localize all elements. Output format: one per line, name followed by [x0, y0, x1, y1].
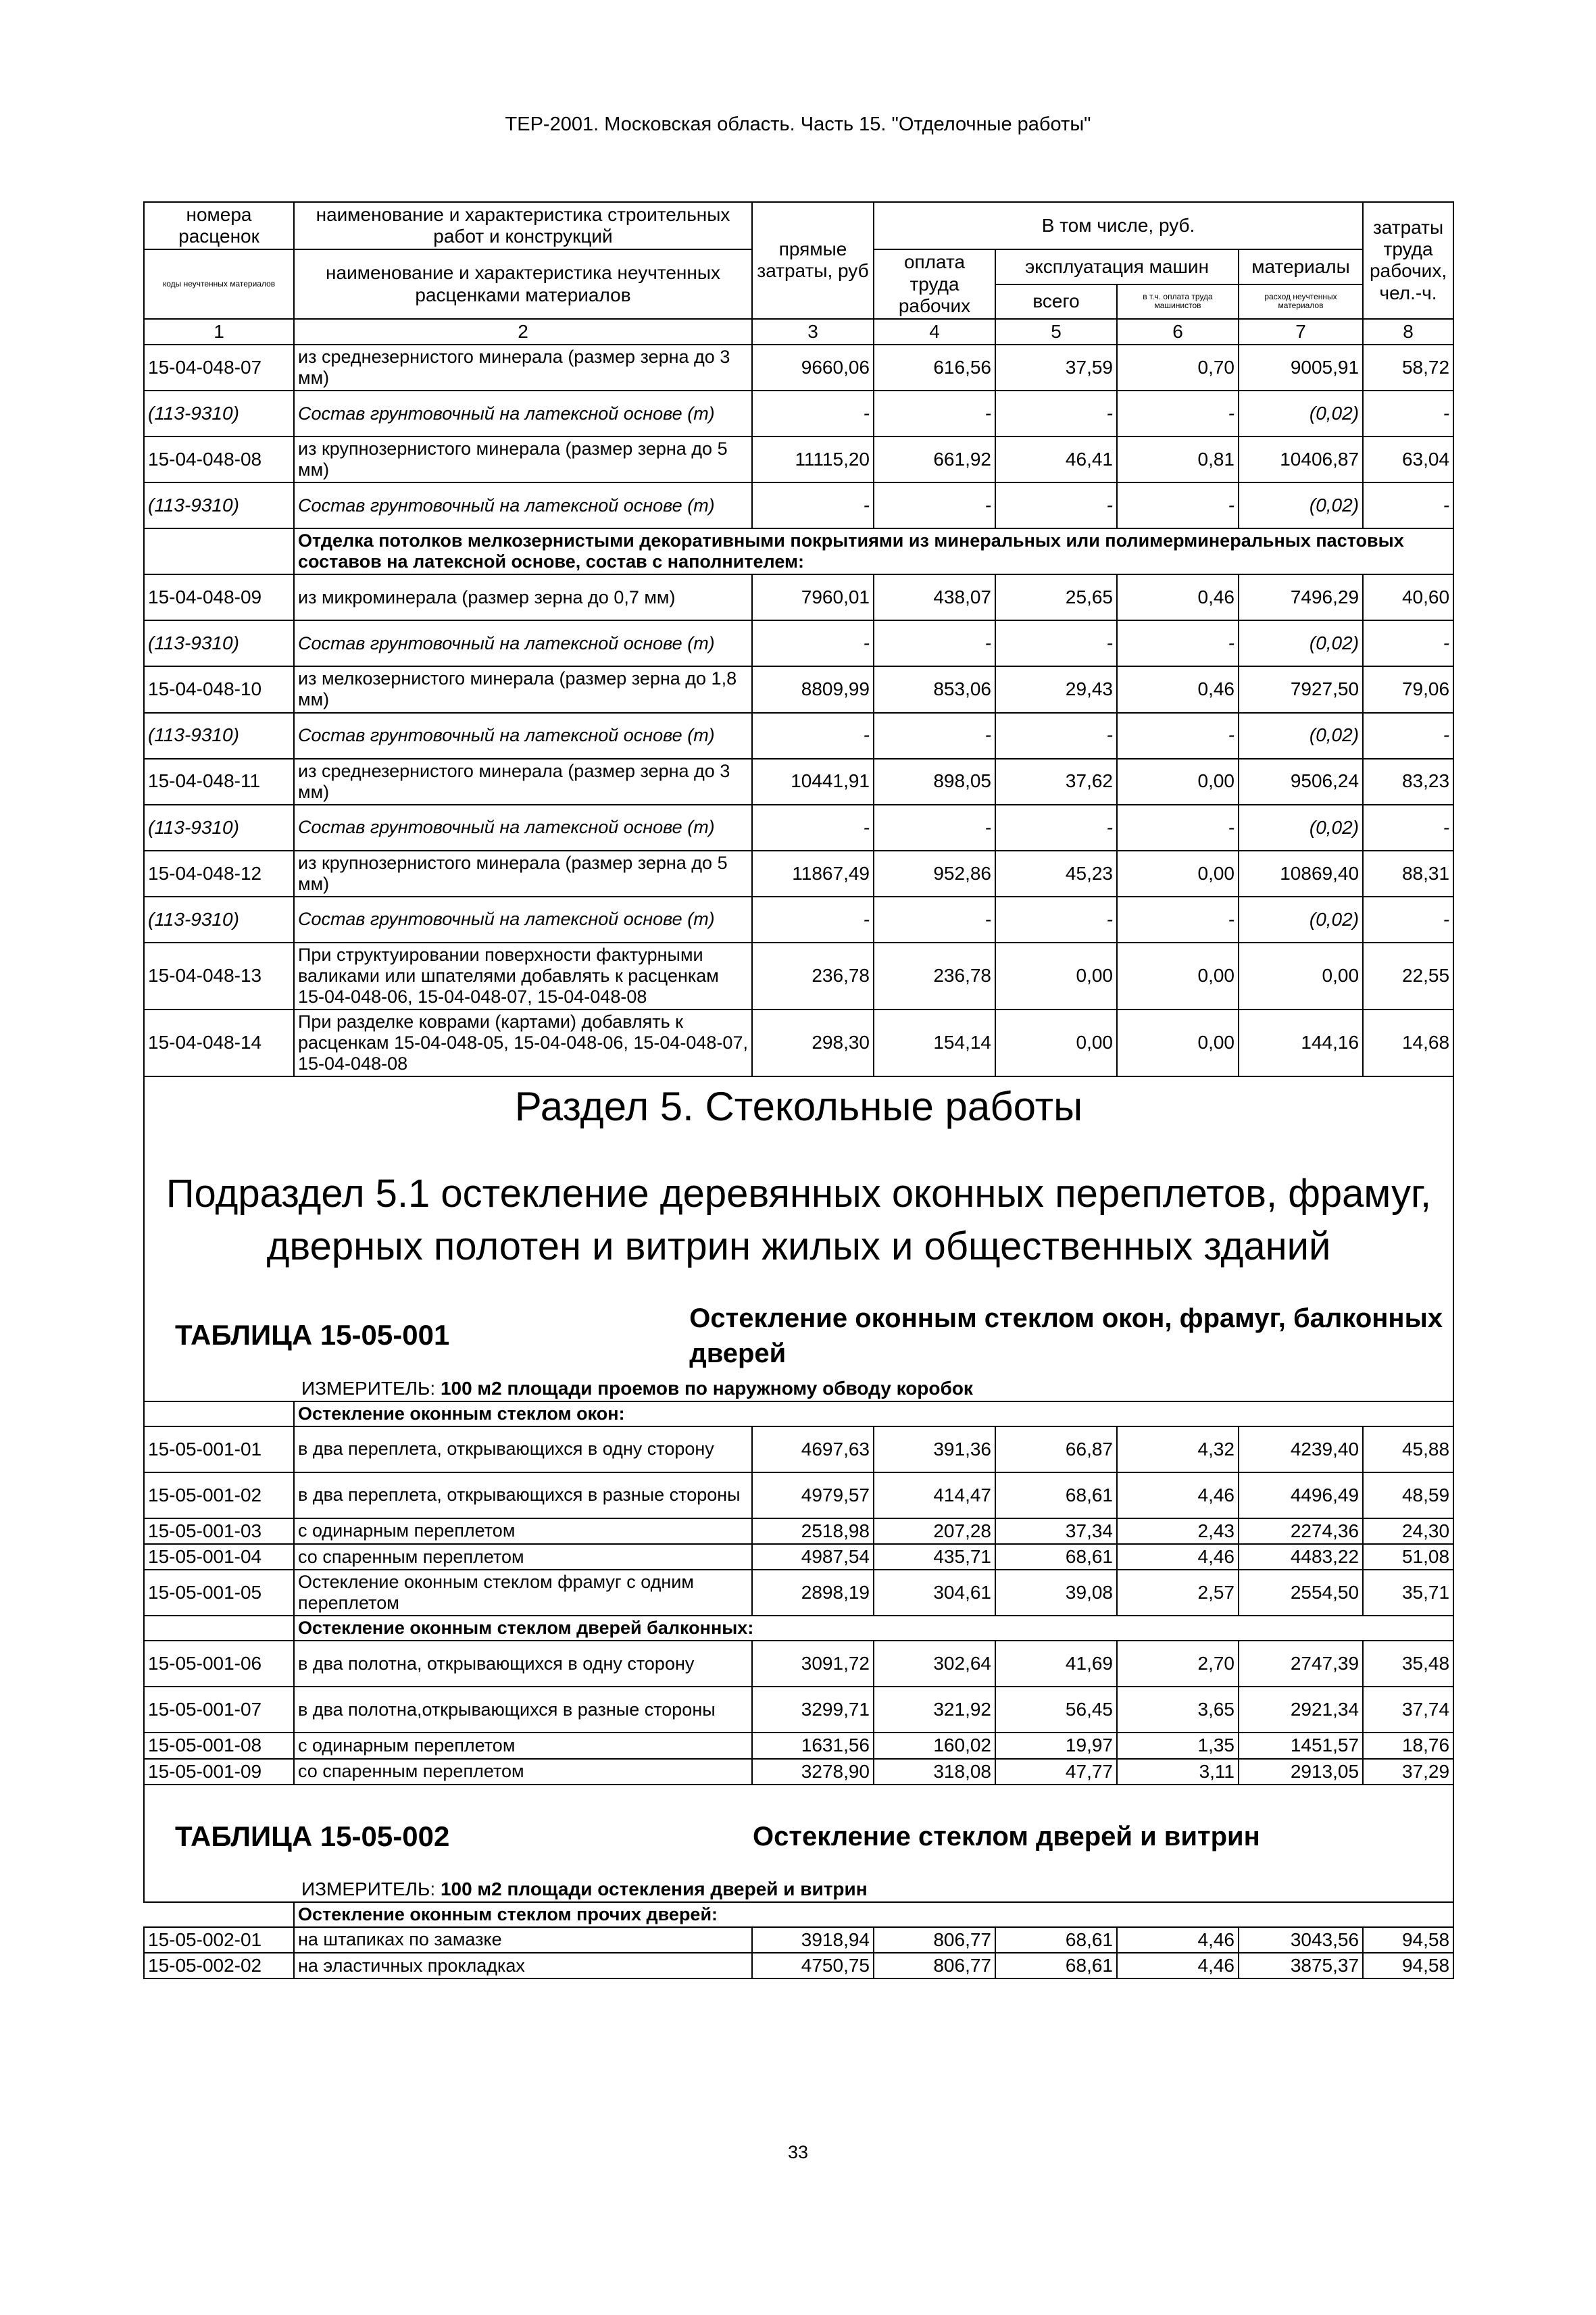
rate-value: - [752, 805, 874, 851]
table-row [144, 897, 1453, 943]
rate-value: - [995, 805, 1117, 851]
col-num: 1 [144, 319, 294, 345]
rate-value: - [1117, 482, 1239, 528]
subsection-title: Подраздел 5.1 остекление деревянных оконных переплетов, фрамуг, дверных полотен и витрин жилых и общественных зданий [166, 1171, 1432, 1269]
rate-code: 15-05-001-09 [144, 1759, 294, 1785]
rate-value: 0,00 [1117, 851, 1239, 897]
table1-rows-2 [144, 1641, 1453, 1784]
col-num: 7 [1239, 319, 1363, 345]
rate-value: 51,08 [1363, 1544, 1453, 1570]
col-name-header: наименование и характеристика строительных работ и конструкций [294, 202, 752, 249]
col-labor-header: затраты труда рабочих, чел.-ч. [1363, 202, 1453, 319]
table-row [144, 1641, 1453, 1687]
rate-code: 15-04-048-11 [144, 759, 294, 805]
col-code2-header: коды неучтенных материалов [144, 249, 294, 319]
rate-value: 35,48 [1363, 1641, 1453, 1687]
rate-value: 0,00 [995, 943, 1117, 1010]
rate-name: из микроминерала (размер зерна до 0,7 мм) [294, 574, 752, 620]
rate-name: из среднезернистого минерала (размер зерна до 3 мм) [294, 759, 752, 805]
rate-code: (113-9310) [144, 620, 294, 666]
rate-value: 391,36 [874, 1426, 995, 1472]
rate-value: - [1363, 897, 1453, 943]
rate-value: 806,77 [874, 1927, 995, 1953]
rates-document [143, 201, 1453, 1979]
col-mach-all-header: всего [995, 284, 1117, 319]
rate-value: - [752, 391, 874, 437]
rate-value: (0,02) [1239, 805, 1363, 851]
rate-name: в два полотна, открывающихся в одну сторону [294, 1641, 752, 1687]
rate-value: - [752, 482, 874, 528]
rate-name: в два полотна,открывающихся в разные стороны [294, 1687, 752, 1733]
rate-name: Состав грунтовочный на латексной основе (т) [294, 482, 752, 528]
table-row [144, 1544, 1453, 1570]
rate-value: 37,62 [995, 759, 1117, 805]
rate-value: 94,58 [1363, 1927, 1453, 1953]
rate-value: 63,04 [1363, 437, 1453, 482]
rate-code: 15-04-048-13 [144, 943, 294, 1010]
rate-value: 321,92 [874, 1687, 995, 1733]
rate-value: 58,72 [1363, 345, 1453, 391]
rate-value: - [1117, 897, 1239, 943]
table1-measure: ИЗМЕРИТЕЛЬ: 100 м2 площади проемов по наружному обводу коробок [301, 1377, 973, 1399]
rate-value: - [1117, 805, 1239, 851]
rate-value: 898,05 [874, 759, 995, 805]
rate-value: 79,06 [1363, 666, 1453, 712]
rate-value: 37,59 [995, 345, 1117, 391]
table-row [144, 482, 1453, 528]
col-mach-header: эксплуатация машин [995, 249, 1239, 284]
col-num: 3 [752, 319, 874, 345]
rate-value: - [1117, 391, 1239, 437]
rates-table-main [143, 201, 1454, 1979]
rate-value: 4987,54 [752, 1544, 874, 1570]
rate-value: (0,02) [1239, 897, 1363, 943]
table-row [144, 1927, 1453, 1953]
table-row [144, 345, 1453, 391]
table-row [144, 1759, 1453, 1785]
rate-value: 2,43 [1117, 1518, 1239, 1544]
rate-name: При структуировании поверхности фактурными валиками или шпателями добавлять к расценкам 15-04-048-06, 15-04-048-07, 15-04-048-08 [294, 943, 752, 1010]
rate-name: из крупнозернистого минерала (размер зерна до 5 мм) [294, 437, 752, 482]
col-incl-header: В том числе, руб. [874, 202, 1363, 249]
table-row [144, 1687, 1453, 1733]
table-row [144, 1472, 1453, 1518]
rate-value: 68,61 [995, 1953, 1117, 1978]
rate-value: 0,70 [1117, 345, 1239, 391]
rate-value: 45,88 [1363, 1426, 1453, 1472]
rate-value: 236,78 [874, 943, 995, 1010]
rate-value: 18,76 [1363, 1733, 1453, 1758]
rate-value: - [1363, 805, 1453, 851]
rate-name: Состав грунтовочный на латексной основе (т) [294, 805, 752, 851]
rate-value: 4,32 [1117, 1426, 1239, 1472]
rate-value: 8809,99 [752, 666, 874, 712]
rate-value: 39,08 [995, 1570, 1117, 1616]
table-row [144, 391, 1453, 437]
rate-name: При разделке коврами (картами) добавлять к расценкам 15-04-048-05, 15-04-048-06, 15-04-048-07, 15-04-048-08 [294, 1010, 752, 1076]
rate-value: 68,61 [995, 1544, 1117, 1570]
rate-value: - [874, 391, 995, 437]
rate-name: со спаренным переплетом [294, 1544, 752, 1570]
rate-value: - [995, 391, 1117, 437]
col-wages-header: оплата труда рабочих [874, 249, 995, 319]
rate-value: 4239,40 [1239, 1426, 1363, 1472]
rate-value: 2747,39 [1239, 1641, 1363, 1687]
rate-name: из мелкозернистого минерала (размер зерна до 1,8 мм) [294, 666, 752, 712]
rate-code: (113-9310) [144, 897, 294, 943]
rate-code: 15-05-001-03 [144, 1518, 294, 1544]
table1-group1: Остекление оконным стеклом окон: [294, 1401, 1453, 1426]
rate-value: 7960,01 [752, 574, 874, 620]
rate-value: 3918,94 [752, 1927, 874, 1953]
rate-name: Состав грунтовочный на латексной основе (т) [294, 391, 752, 437]
table2-measure: ИЗМЕРИТЕЛЬ: 100 м2 площади остекления дверей и витрин [301, 1878, 868, 1899]
col-code-header: номера расценок [144, 202, 294, 249]
rate-value: 7927,50 [1239, 666, 1363, 712]
rate-value: 3278,90 [752, 1759, 874, 1785]
rate-value: - [874, 805, 995, 851]
rate-value: - [874, 897, 995, 943]
rate-code: 15-05-001-08 [144, 1733, 294, 1758]
col-direct-header: прямые затраты, руб [752, 202, 874, 319]
rate-value: 37,74 [1363, 1687, 1453, 1733]
rate-value: (0,02) [1239, 713, 1363, 759]
table2-caption: Остекление стеклом дверей и витрин [753, 1821, 1260, 1851]
rate-code: (113-9310) [144, 482, 294, 528]
table2-group1: Остекление оконным стеклом прочих дверей: [294, 1902, 1453, 1927]
rate-value: 4,46 [1117, 1472, 1239, 1518]
rate-value: 9005,91 [1239, 345, 1363, 391]
page-number: 33 [787, 2142, 809, 2162]
table-row [144, 437, 1453, 482]
rate-value: 1,35 [1117, 1733, 1239, 1758]
rate-value: - [1117, 713, 1239, 759]
rate-value: 3299,71 [752, 1687, 874, 1733]
table-row [144, 713, 1453, 759]
rate-value: - [874, 713, 995, 759]
rate-value: 4,46 [1117, 1544, 1239, 1570]
rate-code: 15-05-001-04 [144, 1544, 294, 1570]
rate-value: 46,41 [995, 437, 1117, 482]
rate-code: 15-04-048-08 [144, 437, 294, 482]
rate-value: 304,61 [874, 1570, 995, 1616]
rate-value: 3043,56 [1239, 1927, 1363, 1953]
rate-value: 41,69 [995, 1641, 1117, 1687]
rate-value: - [874, 620, 995, 666]
rate-code: 15-05-002-01 [144, 1927, 294, 1953]
rate-code: 15-05-001-06 [144, 1641, 294, 1687]
col-num: 2 [294, 319, 752, 345]
rate-value: 66,87 [995, 1426, 1117, 1472]
col-mach-wages-header: в т.ч. оплата труда машинистов [1117, 284, 1239, 319]
rate-value: 9660,06 [752, 345, 874, 391]
rate-value: 19,97 [995, 1733, 1117, 1758]
rate-code: 15-04-048-10 [144, 666, 294, 712]
rate-value: 40,60 [1363, 574, 1453, 620]
table-row [144, 1570, 1453, 1616]
table-row [144, 1426, 1453, 1472]
col-mat-header: материалы [1239, 249, 1363, 284]
rate-value: 154,14 [874, 1010, 995, 1076]
rate-name: Состав грунтовочный на латексной основе (т) [294, 897, 752, 943]
rate-value: 11115,20 [752, 437, 874, 482]
rate-name: Состав грунтовочный на латексной основе (т) [294, 620, 752, 666]
rate-value: 4697,63 [752, 1426, 874, 1472]
rate-code: 15-05-001-07 [144, 1687, 294, 1733]
rate-value: 2,57 [1117, 1570, 1239, 1616]
rate-value: - [995, 713, 1117, 759]
rate-value: 806,77 [874, 1953, 995, 1978]
rate-value: 94,58 [1363, 1953, 1453, 1978]
section-title: Раздел 5. Стекольные работы [514, 1083, 1083, 1129]
rate-value: 0,81 [1117, 437, 1239, 482]
rate-value: - [752, 713, 874, 759]
rate-name: из крупнозернистого минерала (размер зерна до 5 мм) [294, 851, 752, 897]
rate-name: из среднезернистого минерала (размер зерна до 3 мм) [294, 345, 752, 391]
rate-value: 414,47 [874, 1472, 995, 1518]
table2-rows [144, 1927, 1453, 1978]
rate-value: 0,00 [1117, 943, 1239, 1010]
rate-value: 144,16 [1239, 1010, 1363, 1076]
rate-value: 35,71 [1363, 1570, 1453, 1616]
rate-value: 0,00 [1117, 759, 1239, 805]
rate-code: 15-05-001-05 [144, 1570, 294, 1616]
rate-code: 15-04-048-07 [144, 345, 294, 391]
table2-name: ТАБЛИЦА 15-05-002 [175, 1820, 450, 1852]
rate-value: 298,30 [752, 1010, 874, 1076]
rate-value: - [995, 482, 1117, 528]
rate-name: на штапиках по замазке [294, 1927, 752, 1953]
rate-value: - [1363, 620, 1453, 666]
rate-value: 7496,29 [1239, 574, 1363, 620]
rate-value: - [1363, 482, 1453, 528]
rate-name: Остекление оконным стеклом фрамуг с одним переплетом [294, 1570, 752, 1616]
rate-value: 236,78 [752, 943, 874, 1010]
rate-value: 22,55 [1363, 943, 1453, 1010]
rate-code: 15-05-001-02 [144, 1472, 294, 1518]
rate-value: 0,46 [1117, 574, 1239, 620]
table-row [144, 851, 1453, 897]
rate-code: (113-9310) [144, 713, 294, 759]
col-name2-header: наименование и характеристика неучтенных расценками материалов [294, 249, 752, 319]
rate-code: 15-05-002-02 [144, 1953, 294, 1978]
rate-code: (113-9310) [144, 805, 294, 851]
rate-value: 2518,98 [752, 1518, 874, 1544]
rate-code: 15-04-048-14 [144, 1010, 294, 1076]
table-row [144, 620, 1453, 666]
col-num: 6 [1117, 319, 1239, 345]
table2-heading [145, 1785, 1453, 1858]
rate-value: 2554,50 [1239, 1570, 1363, 1616]
rate-value: - [874, 482, 995, 528]
rate-value: 0,00 [1239, 943, 1363, 1010]
rate-value: 4,46 [1117, 1927, 1239, 1953]
table-row [144, 759, 1453, 805]
rate-value: 25,65 [995, 574, 1117, 620]
rate-code: 15-05-001-01 [144, 1426, 294, 1472]
rate-value: 435,71 [874, 1544, 995, 1570]
rate-value: 10869,40 [1239, 851, 1363, 897]
rate-value: 4,46 [1117, 1953, 1239, 1978]
table1-caption: Остекление оконным стеклом окон, фрамуг, балконных дверей [689, 1303, 1443, 1368]
rate-name: с одинарным переплетом [294, 1733, 752, 1758]
rate-value: 9506,24 [1239, 759, 1363, 805]
table-row [144, 1518, 1453, 1544]
table-row [144, 574, 1453, 620]
rate-name: на эластичных прокладках [294, 1953, 752, 1978]
rate-value: (0,02) [1239, 620, 1363, 666]
rate-name: со спаренным переплетом [294, 1759, 752, 1785]
rate-value: 661,92 [874, 437, 995, 482]
rate-name: с одинарным переплетом [294, 1518, 752, 1544]
rate-value: 160,02 [874, 1733, 995, 1758]
rate-value: 83,23 [1363, 759, 1453, 805]
rate-value: - [995, 897, 1117, 943]
rate-value: - [1117, 620, 1239, 666]
rate-value: 438,07 [874, 574, 995, 620]
rate-value: 616,56 [874, 345, 995, 391]
rate-value: 2274,36 [1239, 1518, 1363, 1544]
rate-value: 1451,57 [1239, 1733, 1363, 1758]
col-mat-sub-header: расход неучтенных материалов [1239, 284, 1363, 319]
rate-value: 48,59 [1363, 1472, 1453, 1518]
table-row [144, 805, 1453, 851]
rate-value: (0,02) [1239, 482, 1363, 528]
rows-group-2 [144, 574, 1453, 1076]
rate-value: 68,61 [995, 1472, 1117, 1518]
rate-value: 3,65 [1117, 1687, 1239, 1733]
rows-group-1 [144, 345, 1453, 528]
subheading-group [144, 528, 1453, 574]
rate-value: 47,77 [995, 1759, 1117, 1785]
rate-value: 0,46 [1117, 666, 1239, 712]
rate-code: 15-04-048-12 [144, 851, 294, 897]
table1-group2: Остекление оконным стеклом дверей балконных: [294, 1616, 1453, 1641]
table-row [144, 666, 1453, 712]
table-row [144, 1953, 1453, 1978]
subheading-ceiling: Отделка потолков мелкозернистыми декоративными покрытиями из минеральных или полимерминеральных пастовых составов на латексной основе, состав с наполнителем: [294, 528, 1453, 574]
rate-value: 2921,34 [1239, 1687, 1363, 1733]
rate-value: 11867,49 [752, 851, 874, 897]
rate-value: 2913,05 [1239, 1759, 1363, 1785]
rate-value: 4750,75 [752, 1953, 874, 1978]
col-num: 5 [995, 319, 1117, 345]
rate-value: 3875,37 [1239, 1953, 1363, 1978]
table1-name: ТАБЛИЦА 15-05-001 [175, 1319, 450, 1351]
rate-name: Состав грунтовочный на латексной основе (т) [294, 713, 752, 759]
rate-value: - [752, 897, 874, 943]
rate-value: 68,61 [995, 1927, 1117, 1953]
rate-value: 37,34 [995, 1518, 1117, 1544]
rate-value: (0,02) [1239, 391, 1363, 437]
rate-value: 3,11 [1117, 1759, 1239, 1785]
rate-value: - [752, 620, 874, 666]
rate-value: 24,30 [1363, 1518, 1453, 1544]
rate-value: 4979,57 [752, 1472, 874, 1518]
rate-value: 302,64 [874, 1641, 995, 1687]
rate-value: 0,00 [1117, 1010, 1239, 1076]
page-header: ТЕР-2001. Московская область. Часть 15. "Отделочные работы" [505, 114, 1091, 135]
rate-value: 10406,87 [1239, 437, 1363, 482]
rate-value: 0,00 [995, 1010, 1117, 1076]
rate-value: 318,08 [874, 1759, 995, 1785]
rate-value: - [995, 620, 1117, 666]
rate-code: (113-9310) [144, 391, 294, 437]
table1-rows-1 [144, 1426, 1453, 1616]
rate-code: 15-04-048-09 [144, 574, 294, 620]
col-num: 4 [874, 319, 995, 345]
rate-value: - [1363, 391, 1453, 437]
table-row [144, 943, 1453, 1010]
rate-value: 853,06 [874, 666, 995, 712]
table-row [144, 1010, 1453, 1076]
rate-value: 14,68 [1363, 1010, 1453, 1076]
table-row [144, 1733, 1453, 1758]
rate-value: 4496,49 [1239, 1472, 1363, 1518]
rate-value: 952,86 [874, 851, 995, 897]
rate-value: 29,43 [995, 666, 1117, 712]
rate-value: 56,45 [995, 1687, 1117, 1733]
rate-name: в два переплета, открывающихся в разные стороны [294, 1472, 752, 1518]
table1-heading [145, 1287, 1453, 1375]
rate-value: 3091,72 [752, 1641, 874, 1687]
col-num: 8 [1363, 319, 1453, 345]
rate-value: 10441,91 [752, 759, 874, 805]
rate-value: 45,23 [995, 851, 1117, 897]
rate-name: в два переплета, открывающихся в одну сторону [294, 1426, 752, 1472]
rate-value: 37,29 [1363, 1759, 1453, 1785]
rate-value: 1631,56 [752, 1733, 874, 1758]
rate-value: 207,28 [874, 1518, 995, 1544]
rate-value: 2898,19 [752, 1570, 874, 1616]
rate-value: 88,31 [1363, 851, 1453, 897]
rate-value: - [1363, 713, 1453, 759]
rate-value: 2,70 [1117, 1641, 1239, 1687]
rate-value: 4483,22 [1239, 1544, 1363, 1570]
